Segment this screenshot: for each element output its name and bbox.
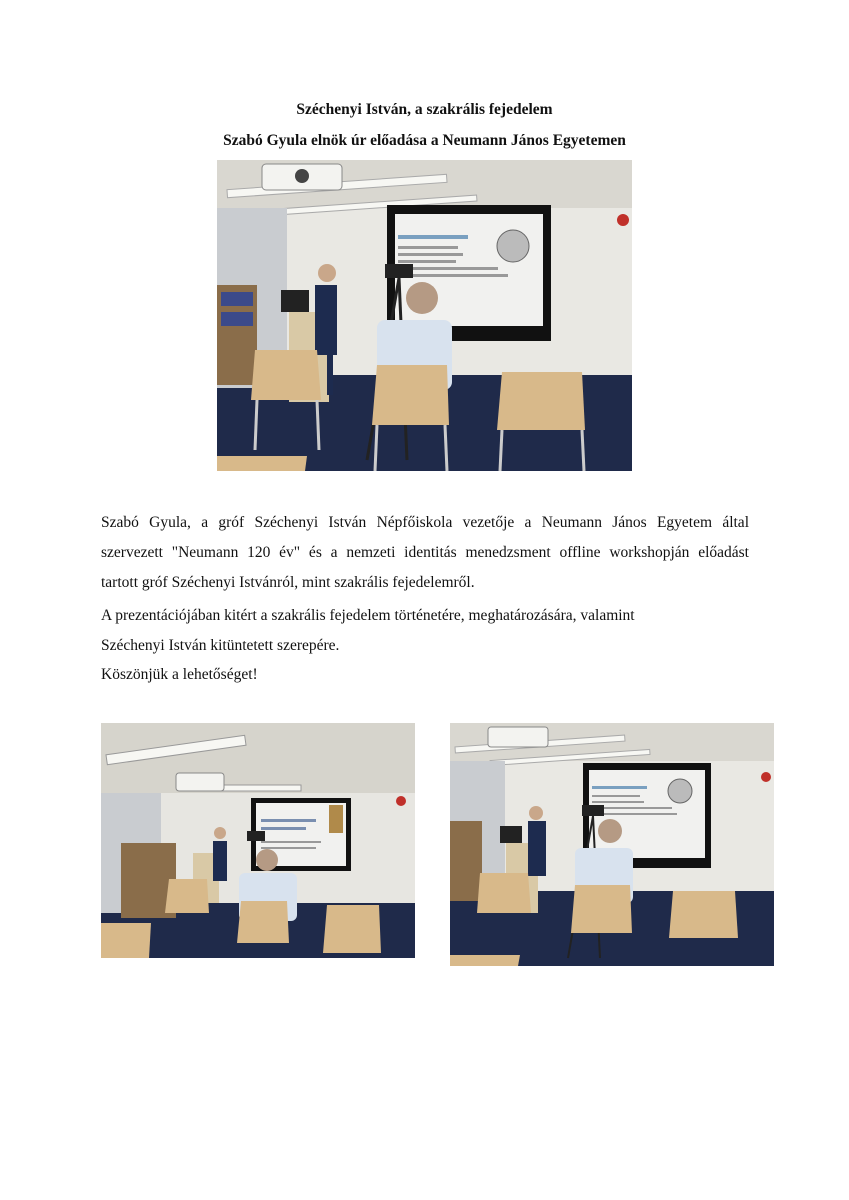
closing-line: Köszönjük a lehetőséget! bbox=[101, 666, 258, 683]
paragraph-intro bbox=[101, 508, 749, 598]
paragraph-line: Szabó Gyula, a gróf Széchenyi István Népfőiskola vezetője a Neumann János Egyetem által bbox=[101, 514, 749, 531]
paragraph-line: szervezett "Neumann 120 év" és a nemzeti identitás menedzsment offline workshopján előadást bbox=[101, 544, 749, 561]
paragraph-presentation bbox=[101, 601, 749, 661]
document-subtitle: Szabó Gyula elnök úr előadása a Neumann János Egyetemen bbox=[223, 132, 626, 149]
bottom-left-lecture-photo bbox=[101, 723, 415, 958]
document-title: Széchenyi István, a szakrális fejedelem bbox=[296, 101, 553, 118]
paragraph-line: Széchenyi István kitüntetett szerepére. bbox=[101, 637, 340, 654]
paragraph-line: tartott gróf Széchenyi Istvánról, mint szakrális fejedelemről. bbox=[101, 574, 475, 591]
paragraph-line: A prezentációjában kitért a szakrális fejedelem történetére, meghatározására, valamint bbox=[101, 607, 635, 624]
main-lecture-photo bbox=[217, 160, 632, 471]
bottom-right-lecture-photo bbox=[450, 723, 774, 966]
